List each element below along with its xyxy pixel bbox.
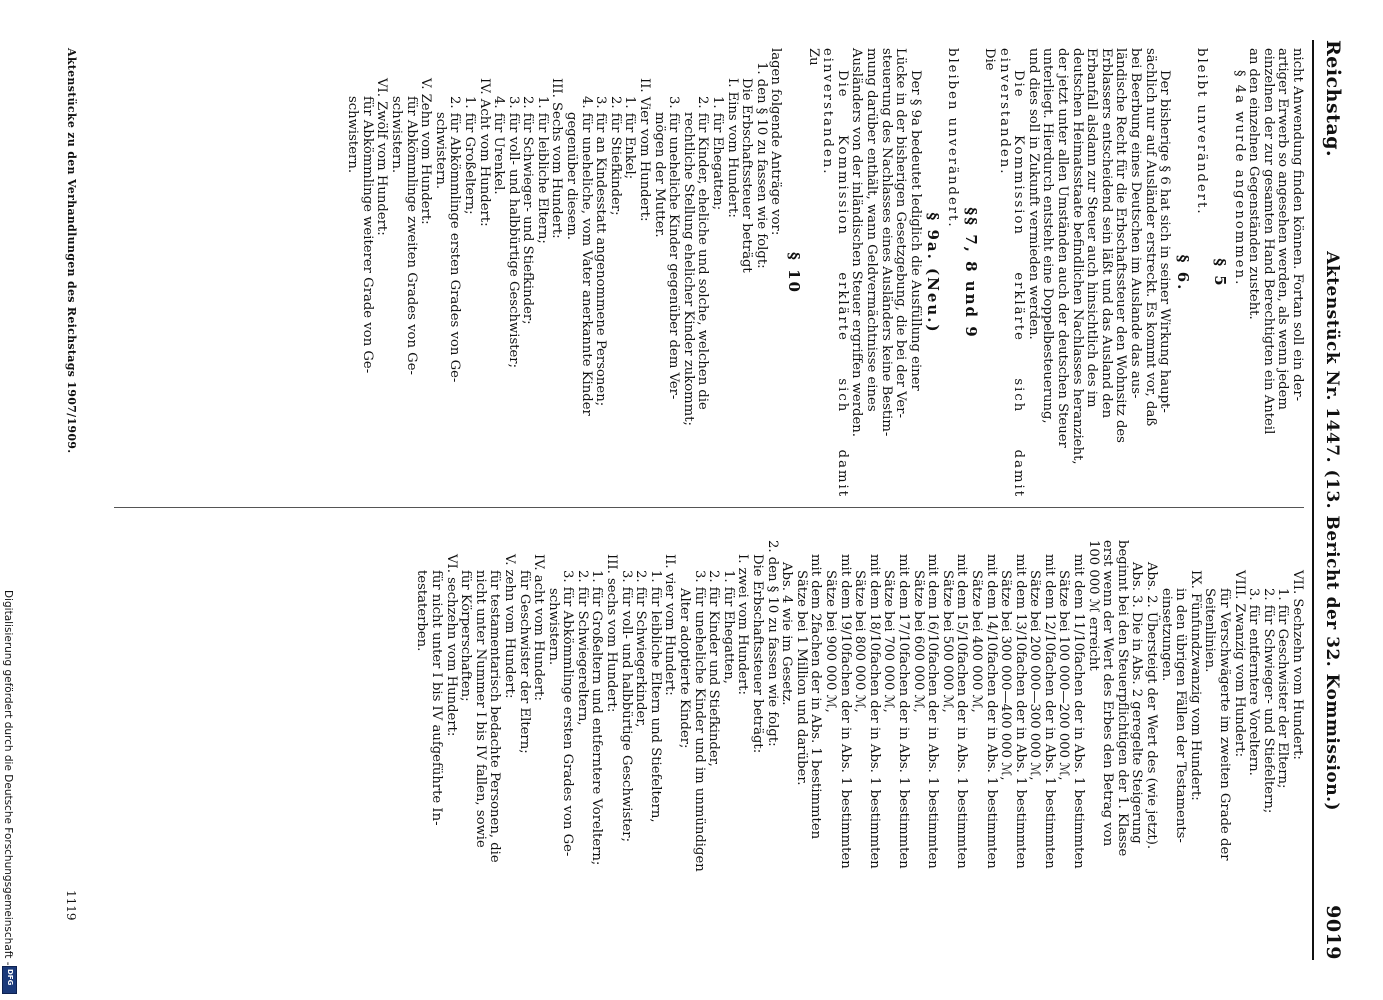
text-line: Die Kommission erklärte sich damit einverstanden. <box>996 48 1027 498</box>
text-line: Abs. 4 wie im Gesetz. <box>779 562 795 706</box>
text-line: 1. für Ehegatten, <box>720 570 736 684</box>
text-line: Sätze bei 900 000 ℳ, <box>823 570 838 713</box>
text-line: mit dem 12/10fachen der in Abs. 1 bestimmten <box>1041 554 1057 869</box>
header-left: Reichstag. <box>1322 40 1344 158</box>
text-line: 3. für uneheliche Kinder und im unmündigen <box>691 570 707 872</box>
text-line: Der bisherige § 6 hat sich in seiner Wirkung haupt- <box>1157 70 1173 413</box>
document-page <box>30 0 1344 1000</box>
text-line: mit dem 18/10fachen der in Abs. 1 bestimmten <box>866 554 882 869</box>
text-line: bleibt unverändert. <box>1194 48 1210 216</box>
header-subtitle: (13. Bericht der 32. Kommission.) <box>1322 469 1342 812</box>
text-line: steuerung des Nachlasses eines Ausländers keine Bestim- <box>878 48 894 437</box>
text-line: 4. für uneheliche, vom Vater anerkannte Kinder <box>578 96 594 416</box>
text-line: 1. für leibliche Eltern; <box>534 96 550 244</box>
footer-left: Aktenstücke zu den Verhandlungen des Reichstags 1907/1909. <box>65 48 78 454</box>
page-header <box>1316 40 1344 960</box>
text-line: mung darüber enthält, wann Geldvermächtnisse eines <box>863 48 879 412</box>
text-line: Ausländers von der inländischen Steuer ergriffen werden. <box>849 48 865 437</box>
dfg-sidebar <box>0 590 16 1000</box>
text-line: IV. Acht vom Hundert: <box>476 78 492 227</box>
text-line: der jetzt unter allen Umständen auch der deutschen Steuer <box>1055 48 1071 448</box>
text-line: ländische Recht für die Erbschaftssteuer den Wohnsitz des <box>1113 48 1129 443</box>
text-line: 3. für entferntere Voreltern. <box>1246 588 1262 776</box>
text-line: V. Zehn vom Hundert: <box>418 78 434 225</box>
left-column <box>345 48 1304 498</box>
text-line: mit dem 11/10fachen der in Abs. 1 bestimmten <box>1071 554 1087 869</box>
text-line: 1. für Großeltern und entferntere Voreltern; <box>589 570 605 866</box>
text-line: 1. für leibliche Eltern und Stiefeltern, <box>647 570 663 823</box>
text-line: Sätze bei 700 000 ℳ, <box>881 570 897 713</box>
text-line: Erblassers entscheidend sein läßt und das Ausland den <box>1098 48 1114 419</box>
text-line: V. zehn vom Hundert: <box>501 554 517 699</box>
text-line: einsetzungen. <box>1158 588 1174 682</box>
header-title-main: Aktenstück Nr. 1447. <box>1322 251 1342 464</box>
text-line: an den einzelnen Gegenständen zusteht. <box>1246 48 1262 320</box>
text-line: I. zwei vom Hundert: <box>735 554 751 695</box>
text-line: III. Sechs vom Hundert: <box>549 78 565 239</box>
text-line: Sätze bei 200 000—300 000 ℳ, <box>1027 570 1043 781</box>
text-line: rechtliche Stellung ehelicher Kinder zukommt; <box>680 112 696 426</box>
text-line: schwistern. <box>432 112 448 190</box>
text-line: lagen folgende Anträge vor: <box>768 48 784 236</box>
text-line: 3. für voll- und halbbürtige Geschwister; <box>505 96 521 369</box>
text-line: mögen der Mutter. <box>651 112 667 238</box>
text-line: § 4a wurde angenommen. <box>1231 70 1247 287</box>
text-line: Sätze bei 800 000 ℳ, <box>852 570 868 713</box>
text-line: VII. Sechzehn vom Hundert: <box>1290 570 1305 760</box>
text-line: für Geschwister der Eltern; <box>516 570 532 754</box>
text-line: 2. für Kinder und Stiefkinder, <box>706 570 722 767</box>
text-line: Die <box>982 48 998 71</box>
text-line: 3. für uneheliche Kinder gegenüber dem Ver- <box>666 96 682 400</box>
text-line: 4. für Urenkel. <box>491 96 507 195</box>
text-line: 2. für Schwiegerkinder, <box>633 570 649 728</box>
text-line: erst wenn der Wert des Erbes den Betrag von <box>1100 540 1116 847</box>
text-line: 100 000 ℳ erreicht <box>1085 540 1101 671</box>
text-line: 2. für Kinder, eheliche und solche, welchen die <box>695 96 711 410</box>
text-line: mit dem 19/10fachen der in Abs. 1 bestimmten <box>837 554 853 869</box>
text-line: gegenüber diesem. <box>564 112 580 240</box>
text-line: Sätze bei 1 Million und darüber. <box>793 570 809 786</box>
header-title <box>1322 251 1342 812</box>
text-line: beginnt bei den Steuerpflichtigen der 1. Klasse <box>1114 540 1130 857</box>
footer-page-number: 1119 <box>64 890 78 921</box>
section-heading: § 6. <box>1173 254 1192 292</box>
text-line: mit dem 17/10fachen der in Abs. 1 bestimmten <box>895 554 911 869</box>
text-line: Sätze bei 500 000 ℳ, <box>939 570 955 713</box>
text-line: Sätze bei 100 000—200 000 ℳ, <box>1056 570 1072 781</box>
section-heading: § 5 <box>1211 258 1230 288</box>
dfg-logo-text: DFG <box>6 969 14 986</box>
text-line: 2. den § 10 zu fassen wie folgt: <box>764 540 780 747</box>
text-line: 2. für Schwiegereltern, <box>574 570 590 726</box>
text-line: 2. für Abkömmlinge ersten Grades von Ge- <box>447 96 463 383</box>
text-line: mit dem 13/10fachen der in Abs. 1 bestimmten <box>1012 554 1028 869</box>
section-heading: §§ 7, 8 und 9 <box>961 207 980 339</box>
text-line: Sätze bei 600 000 ℳ, <box>910 570 926 713</box>
text-line: II. vier vom Hundert: <box>662 554 678 696</box>
text-line: für Abkömmlinge zweiten Grades von Ge- <box>403 96 419 375</box>
text-line: testaterben. <box>414 570 430 652</box>
text-line: Sätze bei 300 000—400 000 ℳ, <box>998 570 1014 781</box>
text-line: I. Eins vom Hundert: <box>724 78 740 218</box>
text-line: 1. für Enkel; <box>622 96 638 180</box>
column-divider <box>114 507 1304 508</box>
text-line: 2. für Schwieger- und Stiefeltern; <box>1260 588 1276 814</box>
text-line: II. Vier vom Hundert: <box>637 78 653 222</box>
text-line: bleiben unverändert. <box>944 48 960 229</box>
text-line: für nicht unter I bis IV aufgeführte In- <box>428 570 444 826</box>
text-line: sächlich nur auf Ausländer erstreckt. Es kommt vor, daß <box>1142 48 1158 427</box>
text-line: nicht Anwendung finden können. Fortan soll ein der- <box>1290 48 1305 402</box>
dfg-logo-icon <box>2 966 17 994</box>
text-line: IV. acht vom Hundert: <box>531 554 547 701</box>
text-line: 1. für Geschwister der Eltern; <box>1275 588 1291 789</box>
text-line: 3. für Abkömmlinge ersten Grades von Ge- <box>560 570 576 857</box>
text-line: mit dem 15/10fachen der in Abs. 1 bestimmten <box>954 554 970 869</box>
section-heading: § 9a. (Neu.) <box>924 212 943 334</box>
text-line: VI. sechzehn vom Hundert: <box>443 554 459 737</box>
text-line: schwistern. <box>345 96 361 174</box>
text-line: in den übrigen Fällen der Testaments- <box>1173 588 1189 843</box>
text-line: Die Erbschaftssteuer beträgt <box>739 78 755 273</box>
text-line: und dies soll in Zukunft vermieden werden. <box>1025 48 1041 340</box>
text-line: nicht unter Nummer I bis IV fallen, sowie <box>472 570 488 848</box>
text-line: 1. für Großeltern; <box>461 96 477 215</box>
text-line: Alter adoptierte Kinder; <box>677 588 693 749</box>
text-line: schwistern. <box>388 96 404 174</box>
text-line: mit dem 14/10fachen der in Abs. 1 bestimmten <box>983 554 999 869</box>
text-line: für testamentarisch bedachte Personen, die <box>487 570 503 863</box>
text-line: Zu <box>805 48 821 66</box>
text-line: 1. den § 10 zu fassen wie folgt: <box>753 62 769 269</box>
text-line: deutschen Heimatsstaate befindlichen Nachlasses heranzieht, <box>1069 48 1085 465</box>
text-line: Der § 9a bedeutet lediglich die Ausfüllung einer <box>907 70 923 391</box>
sidebar-text: Digitalisierung gefördert durch die Deutsche Forschungsgemeinschaft - <box>2 590 14 966</box>
text-line: Sätze bei 400 000 ℳ, <box>968 570 984 713</box>
text-line: für Abkömmlinge weiterer Grade von Ge- <box>359 96 375 374</box>
text-line: für Körperschaften; <box>458 570 474 702</box>
text-line: für Verschwägerte im zweiten Grade der <box>1217 588 1233 861</box>
text-line: unterliegt. Hierdurch entsteht eine Doppelbesteuerung, <box>1040 48 1056 424</box>
text-line: mit dem 16/10fachen der in Abs. 1 bestimmten <box>925 554 941 869</box>
text-line: 2. für Stiefkinder; <box>607 96 623 216</box>
text-line: Die Erbschaftssteuer beträgt: <box>750 554 766 754</box>
text-line: Lücke in der bisherigen Gesetzgebung, die bei der Ver- <box>893 48 909 419</box>
text-line: Seitenlinien. <box>1202 588 1218 673</box>
text-line: bei Beerbung eines Deutschen im Auslande das aus- <box>1128 48 1144 399</box>
page-number: 9019 <box>1322 905 1344 960</box>
text-line: schwistern. <box>545 588 561 666</box>
text-line: Abs. 2. Übersteigt der Wert des (wie jetzt). <box>1144 562 1160 850</box>
right-column <box>414 540 1304 990</box>
header-rule <box>1312 40 1314 960</box>
section-heading: § 10 <box>785 252 803 294</box>
text-line: artiger Erwerb so angesehen werden, als wenn jedem <box>1275 48 1291 410</box>
text-line: Die Kommission erklärte sich damit einverstanden. <box>820 48 850 498</box>
text-line: 3. für an Kindesstatt angenommene Personen; <box>593 96 609 407</box>
text-line: Erbanfall alsdann zur Steuer auch hinsichtlich des im <box>1084 48 1100 408</box>
text-line: einzelnen der zur gesamten Hand Berechtigten ein Anteil <box>1260 48 1276 435</box>
text-line: IX. Fünfundzwanzig vom Hundert: <box>1187 570 1203 801</box>
text-line: Abs. 3. Die in Abs. 2 geregelte Steigerung <box>1129 562 1145 844</box>
text-line: 2. für Schwieger- und Stiefkinder; <box>520 96 536 325</box>
text-line: III. sechs vom Hundert: <box>604 554 620 713</box>
text-line: 1. für Ehegatten; <box>710 96 726 211</box>
text-line: mit dem 2fachen der in Abs. 1 bestimmten <box>808 554 824 840</box>
text-line: VIII. Zwanzig vom Hundert: <box>1231 570 1247 758</box>
text-line: VI. Zwölf vom Hundert: <box>374 78 390 236</box>
text-line: 3. für voll- und halbbürtige Geschwister; <box>618 570 634 843</box>
